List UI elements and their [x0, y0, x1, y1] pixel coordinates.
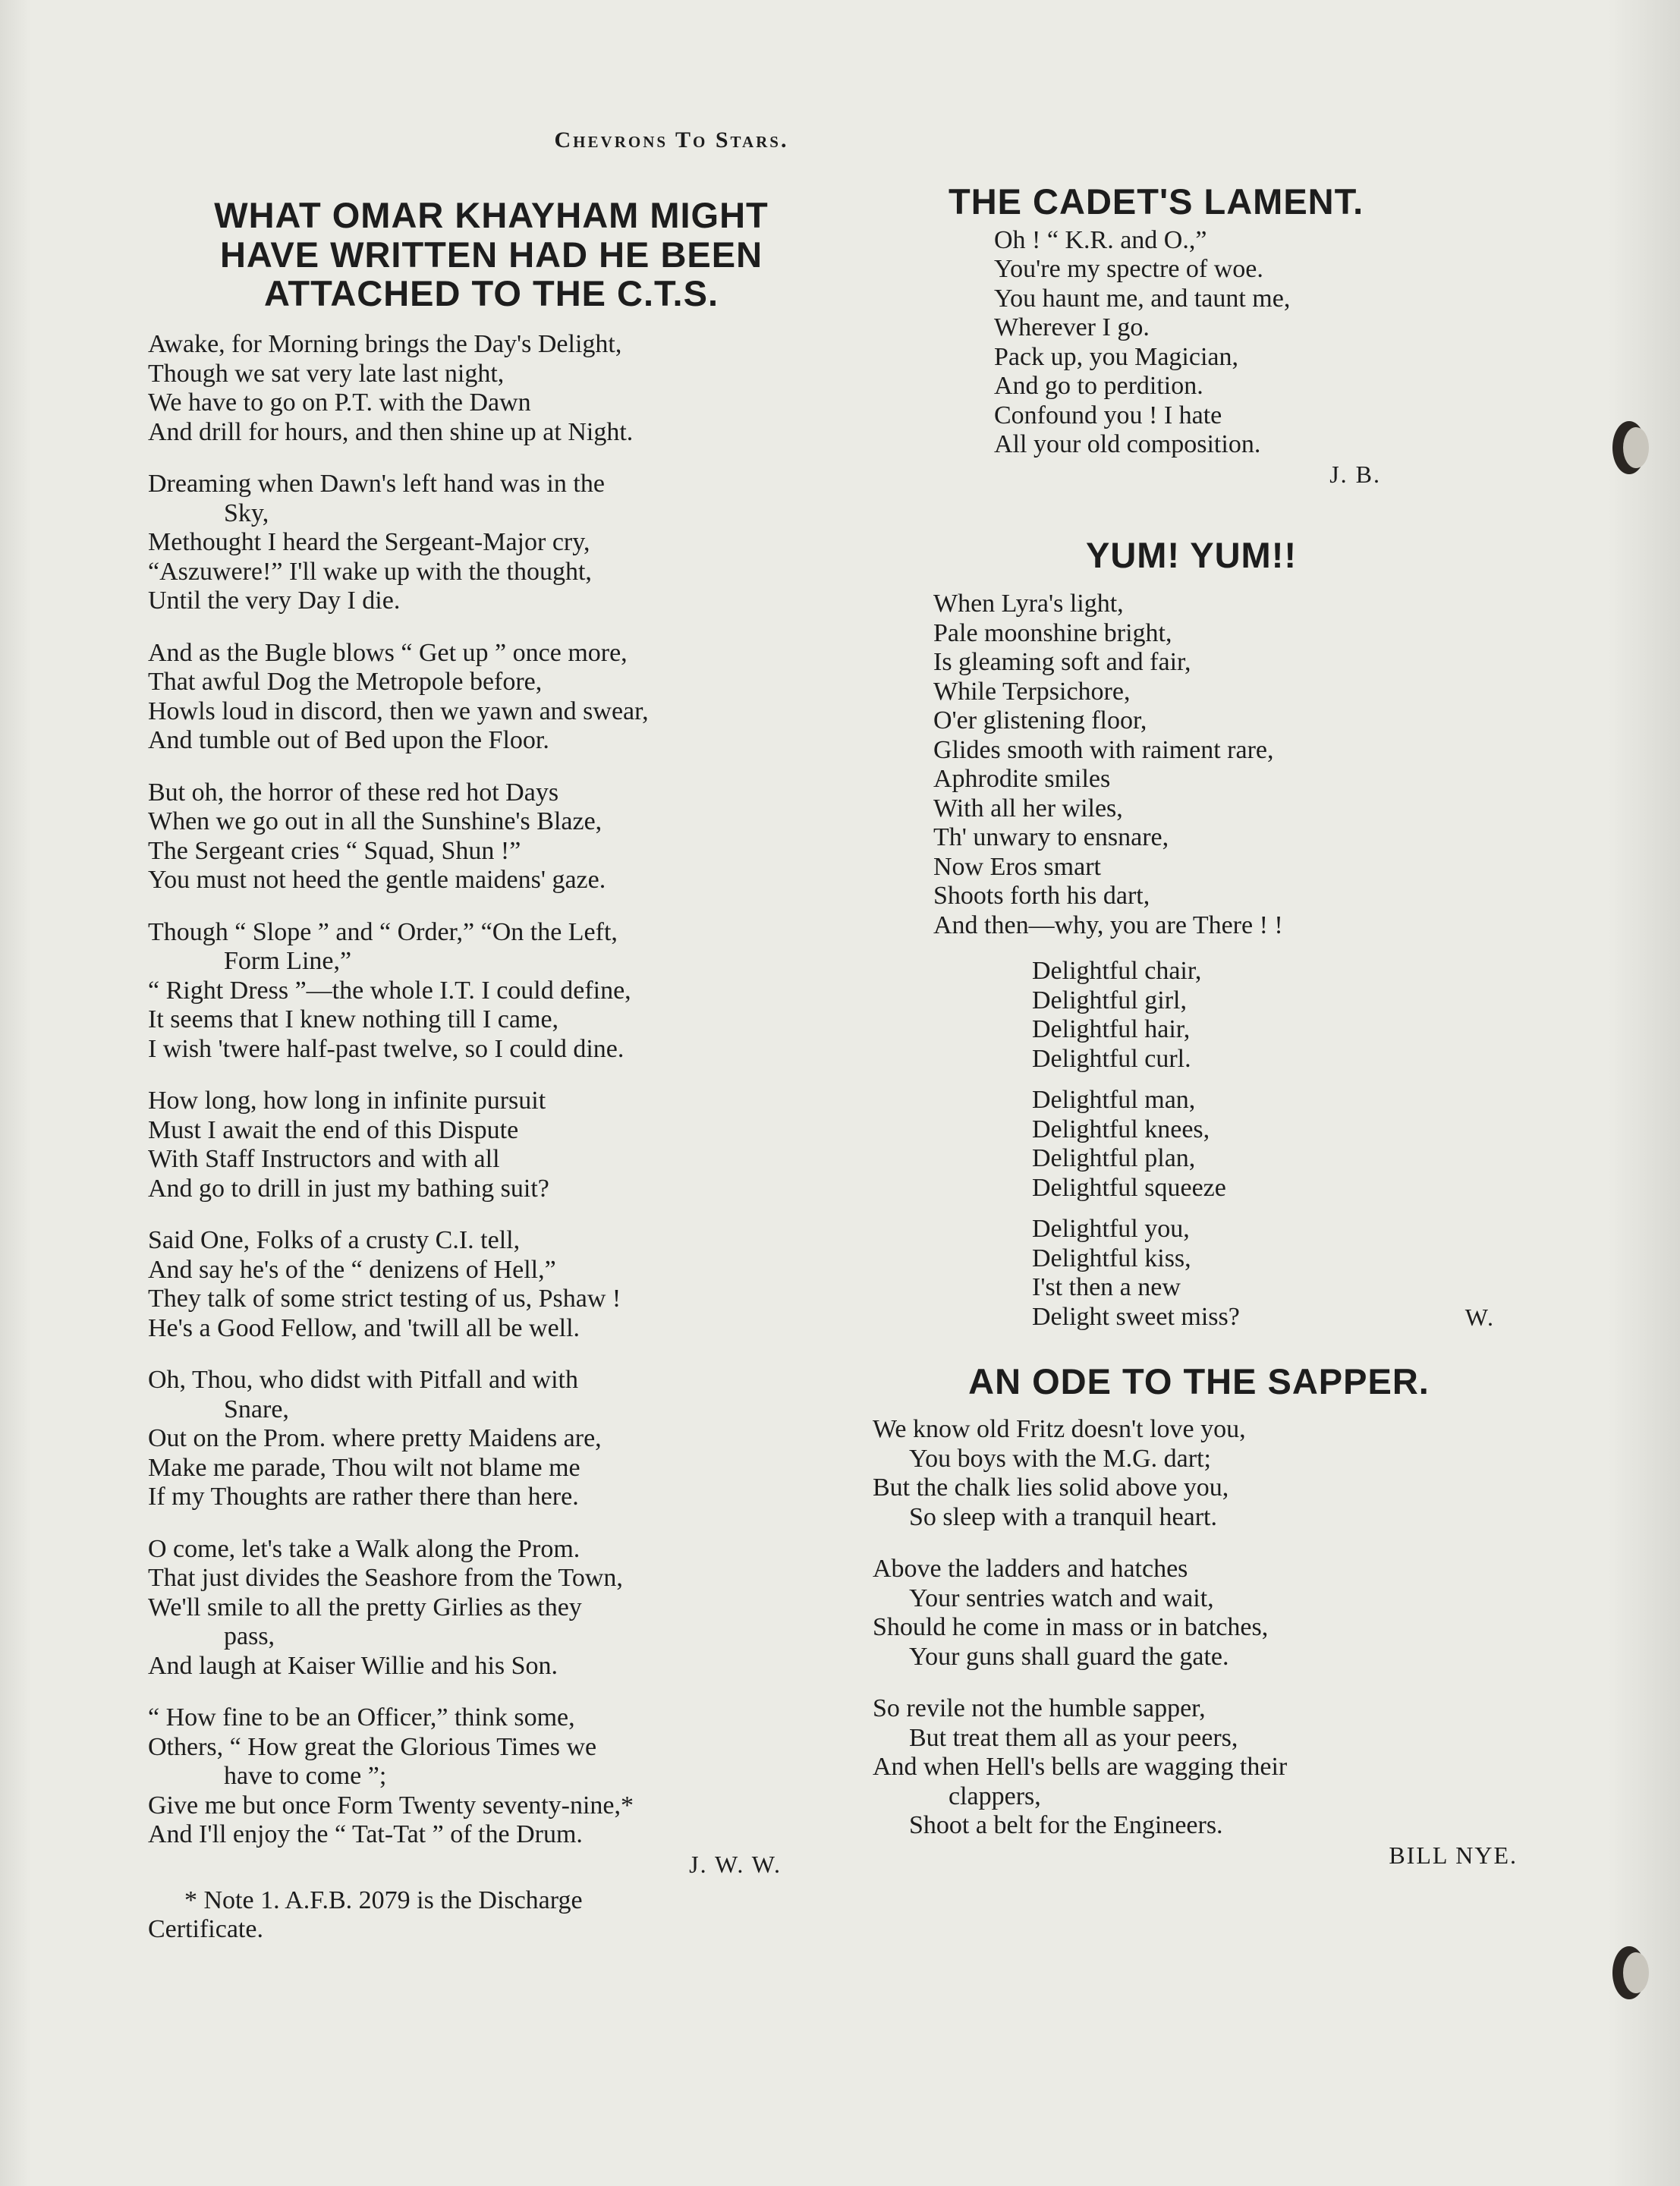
cadet-title: THE CADET'S LAMENT.	[949, 181, 1364, 222]
omar-title: WHAT OMAR KHAYHAM MIGHT HAVE WRITTEN HAD HE BEEN ATTACHED TO THE C.T.S.	[214, 195, 769, 314]
omar-stanza-7: Said One, Folks of a crusty C.I. tell, And say he's of the “ denizens of Hell,” They talk of some strict testing of us, Pshaw ! He's a Good Fellow, and 'twill all be well.	[148, 1226, 621, 1342]
omar-signature: J. W. W.	[689, 1850, 782, 1878]
running-head: Chevrons To Stars.	[554, 127, 789, 153]
omar-stanza-8: Oh, Thou, who didst with Pitfall and with Snare, Out on the Prom. where pretty Maidens are, Make me parade, Thou wilt not blame me If my Thoughts are rather there than here.	[148, 1366, 602, 1511]
omar-stanza-2: Dreaming when Dawn's left hand was in the Sky, Methought I heard the Sergeant-Major cry, “Aszuwere!” I'll wake up with the thought, Until the very Day I die.	[148, 470, 605, 615]
omar-stanza-1: Awake, for Morning brings the Day's Delight, Though we sat very late last night, We have to go on P.T. with the Dawn And drill for hours, and then shine up at Night.	[148, 330, 634, 446]
sapper-signature: BILL NYE.	[1389, 1841, 1518, 1869]
right-column	[873, 182, 1540, 1870]
omar-stanza-6: How long, how long in infinite pursuit Must I await the end of this Dispute With Staff Instructors and with all And go to drill in just my bathing suit?	[148, 1087, 549, 1203]
cadet-poem: Oh ! “ K.R. and O.,” You're my spectre of woe. You haunt me, and taunt me, Wherever I go. Pack up, you Magician, And go to perdition. Confound you ! I hate All your old composition.	[994, 225, 1291, 459]
omar-stanza-3: And as the Bugle blows “ Get up ” once more, That awful Dog the Metropole before, Howls loud in discord, then we yawn and swear, And tumble out of Bed upon the Floor.	[148, 638, 649, 755]
omar-stanza-4: But oh, the horror of these red hot Days When we go out in all the Sunshine's Blaze, The Sergeant cries “ Squad, Shun !” You must not heed the gentle maidens' gaze.	[148, 778, 606, 895]
yum-signature: W.	[1464, 1304, 1495, 1332]
omar-stanza-5: Though “ Slope ” and “ Order,” “On the Left, Form Line,” “ Right Dress ”—the whole I.T. I could define, It seems that I knew nothing till I came, I wish 'twere half-past twelve, so I could dine.	[148, 917, 631, 1063]
binding-hole-top	[1612, 421, 1646, 474]
omar-stanza-9: O come, let's take a Walk along the Prom. That just divides the Seashore from the Town, We'll smile to all the pretty Girlies as they pass, And laugh at Kaiser Willie and his Son.	[148, 1534, 623, 1680]
sapper-poem: We know old Fritz doesn't love you, You boys with the M.G. dart; But the chalk lies solid above you, So sleep with a tranquil heart. Above the ladders and hatches Your sentries watch and wait, Should he come in mass or in batches, Your guns shall guard the gate. So revile not the humble sapper, But treat them all as your peers, And when Hell's bells are wagging their clappers, Shoot a belt for the Engineers.	[873, 1415, 1288, 1840]
yum-title: YUM! YUM!!	[1085, 534, 1298, 575]
binding-hole-bottom	[1612, 1946, 1646, 1999]
left-column	[148, 196, 835, 1944]
sapper-title: AN ODE TO THE SAPPER.	[968, 1361, 1430, 1402]
cadet-signature: J. B.	[1329, 460, 1381, 488]
yum-refrain: Delightful chair, Delightful girl, Delightful hair, Delightful curl. Delightful man, Delightful knees, Delightful plan, Delightful squeeze Delightful you, Delightful kiss, I'st then a new Delight sweet miss? W.	[1032, 957, 1495, 1332]
yum-poem: When Lyra's light, Pale moonshine bright, Is gleaming soft and fair, While Terpsichore, O'er glistening floor, Glides smooth with raiment rare, Aphrodite smiles With all her wiles, Th' unwary to ensnare, Now Eros smart Shoots forth his dart, And then—why, you are There ! !	[933, 590, 1283, 939]
omar-stanza-10: “ How fine to be an Officer,” think some, Others, “ How great the Glorious Times we have to come ”; Give me but once Form Twenty seventy-nine,* And I'll enjoy the “ Tat-Tat ” of the Drum.	[148, 1703, 634, 1849]
omar-footnote: * Note 1. A.F.B. 2079 is the Discharge Certificate.	[148, 1886, 583, 1943]
